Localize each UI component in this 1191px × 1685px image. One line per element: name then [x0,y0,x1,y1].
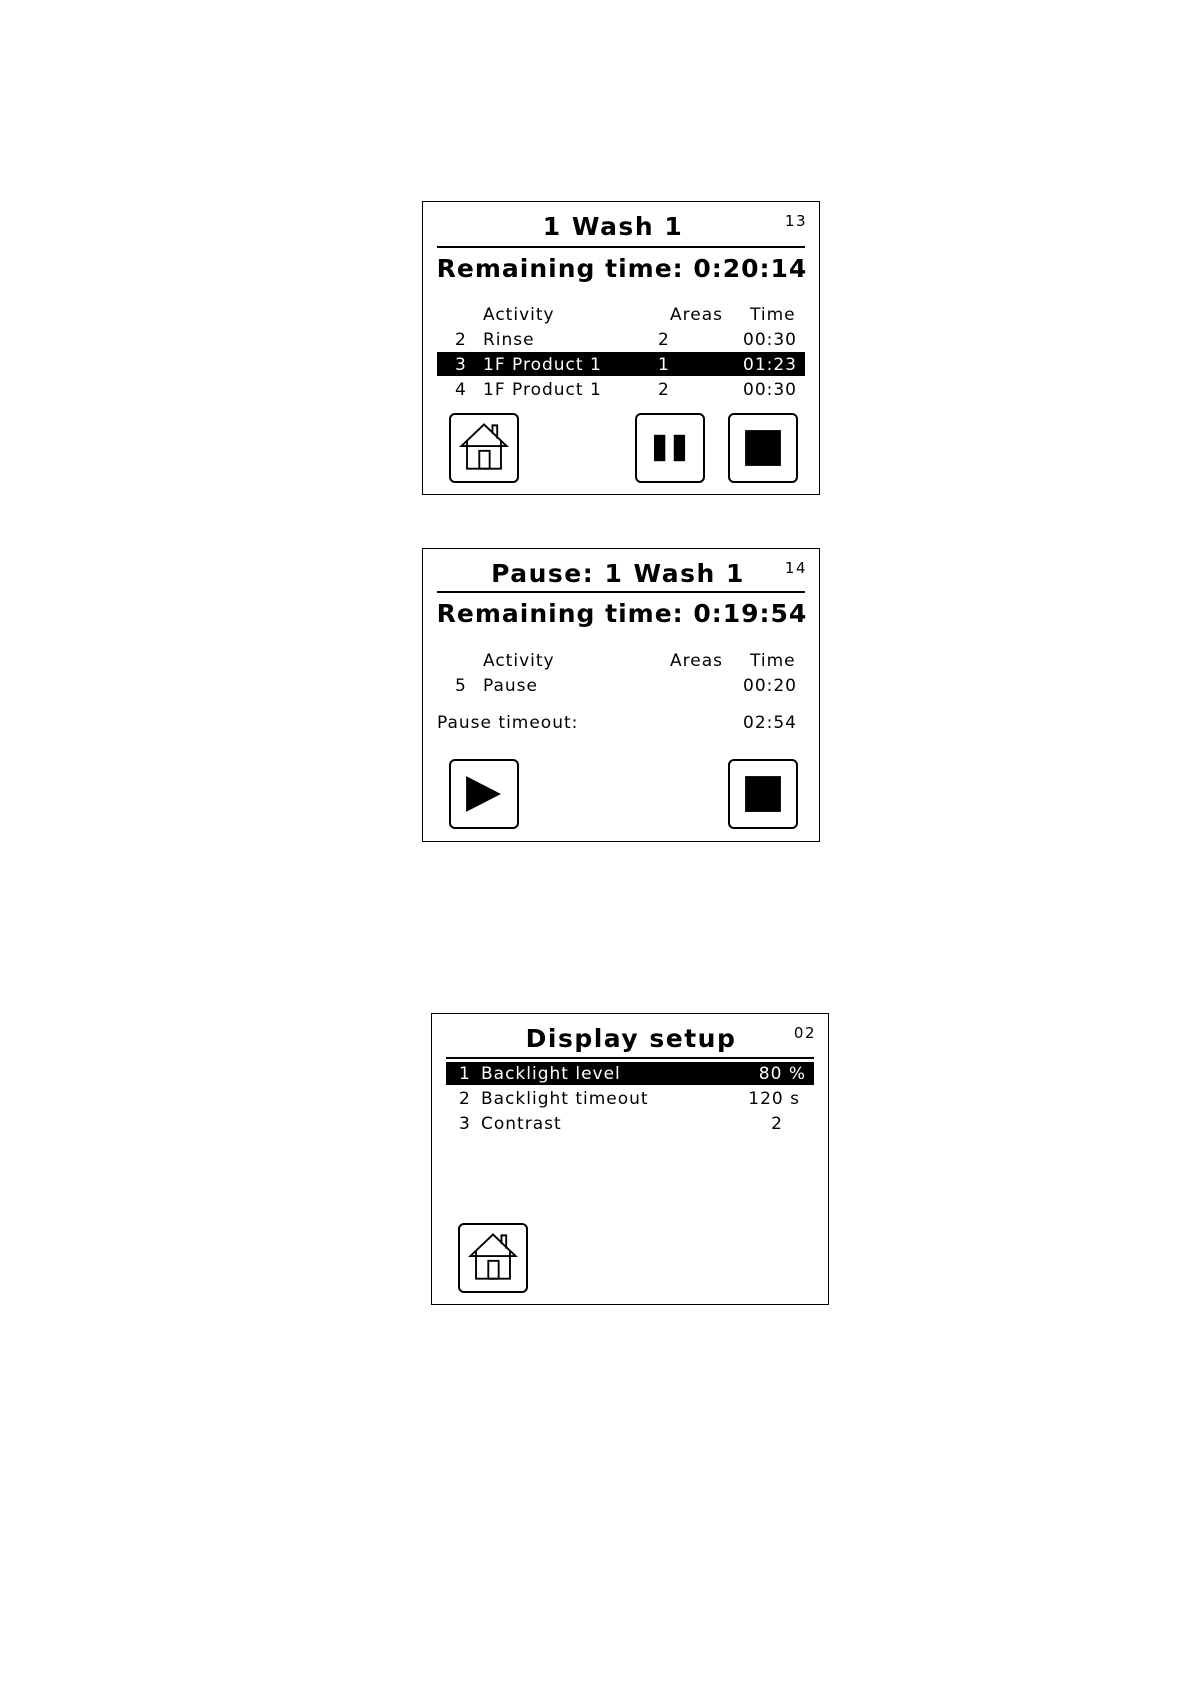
column-header-activity: Activity [483,651,555,671]
menu-item-value: 120 s [748,1089,800,1109]
row-number: 3 [455,355,467,375]
pause-icon [637,415,703,481]
stop-icon [730,415,796,481]
row-areas: 1 [658,355,670,375]
pause-screen [422,548,820,842]
row-number: 4 [455,380,467,400]
menu-item-value: 80 % [758,1064,806,1084]
screen-number: 02 [793,1024,816,1042]
column-header-activity: Activity [483,305,555,325]
row-number: 5 [455,676,467,696]
column-header-areas: Areas [670,305,723,325]
screen-title: 1 Wash 1 [542,212,684,241]
screen-number: 14 [784,559,807,577]
row-areas: 2 [658,330,670,350]
remaining-time: Remaining time: 0:19:54 [436,599,808,628]
pause-timeout-value: 02:54 [743,713,797,733]
row-time: 00:30 [743,380,797,400]
menu-item-label[interactable]: Contrast [481,1114,562,1134]
row-activity: Rinse [483,330,535,350]
row-time: 01:23 [743,355,797,375]
row-number: 2 [455,330,467,350]
row-activity: Pause [483,676,538,696]
row-time: 00:20 [743,676,797,696]
menu-item-number[interactable]: 2 [459,1089,471,1109]
menu-item-value: 2 [771,1114,783,1134]
row-time: 00:30 [743,330,797,350]
play-icon [451,761,517,827]
row-activity: 1F Product 1 [483,355,602,375]
screen-title: Display setup [525,1024,737,1053]
title-divider [437,591,805,593]
menu-item-label: Backlight level [481,1064,621,1084]
remaining-time: Remaining time: 0:20:14 [436,254,808,283]
resume-button[interactable] [449,759,519,829]
menu-item-label[interactable]: Backlight timeout [481,1089,649,1109]
column-header-time: Time [750,651,796,671]
home-icon [460,1225,526,1291]
home-button[interactable] [458,1223,528,1293]
stop-button[interactable] [728,413,798,483]
pause-timeout-label: Pause timeout: [437,713,579,733]
pause-button[interactable] [635,413,705,483]
row-areas: 2 [658,380,670,400]
screen-title: Pause: 1 Wash 1 [491,559,745,588]
stop-button[interactable] [728,759,798,829]
screen-number: 13 [784,212,807,230]
display-setup-screen [431,1013,829,1305]
home-icon [451,415,517,481]
title-divider [446,1057,814,1059]
stop-icon [730,761,796,827]
menu-item-number: 1 [459,1064,471,1084]
menu-item-number[interactable]: 3 [459,1114,471,1134]
row-activity: 1F Product 1 [483,380,602,400]
wash-running-screen [422,201,820,495]
home-button[interactable] [449,413,519,483]
column-header-time: Time [750,305,796,325]
title-divider [437,246,805,248]
column-header-areas: Areas [670,651,723,671]
